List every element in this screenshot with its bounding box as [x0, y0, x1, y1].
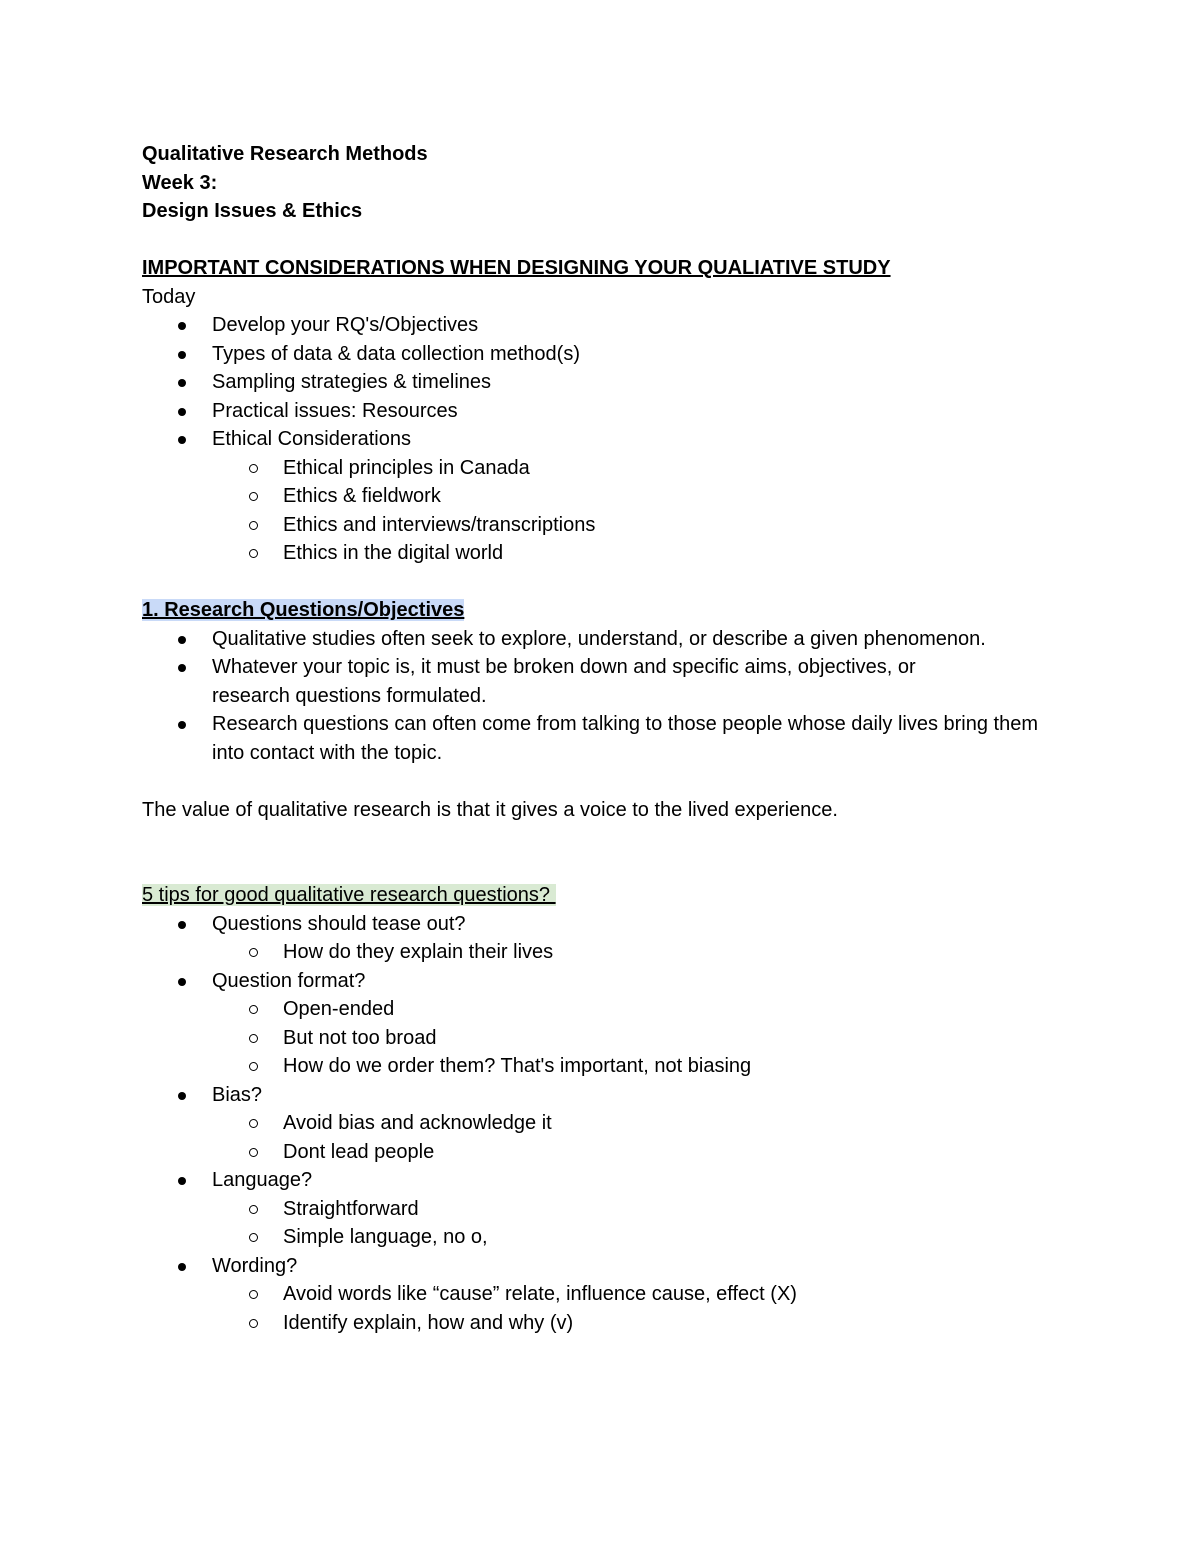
list-item: Sampling strategies & timelines [142, 368, 1102, 397]
tips-sublist [142, 938, 1102, 967]
list-item: Whatever your topic is, it must be broken down and specific aims, objectives, or research questions formulated. [142, 653, 992, 710]
hollow-bullet-icon [249, 492, 258, 501]
sub-list-item: Identify explain, how and why (v) [142, 1309, 1102, 1338]
hollow-bullet-icon [249, 1319, 258, 1328]
bullet-icon [178, 1177, 186, 1185]
bullet-icon [178, 436, 186, 444]
tips-list [142, 1252, 1102, 1281]
today-label: Today [142, 285, 196, 308]
list-item: Types of data & data collection method(s) [142, 340, 1102, 369]
list-item: Bias? [142, 1081, 1102, 1110]
tips-sublist [142, 995, 1102, 1081]
bullet-icon [178, 1092, 186, 1100]
hollow-bullet-icon [249, 549, 258, 558]
tips-list [142, 1081, 1102, 1110]
tips-list [142, 910, 1102, 939]
tips-sublist [142, 1280, 1102, 1337]
ethics-sublist [142, 454, 1102, 568]
sub-list-item: Simple language, no o, [142, 1223, 1102, 1252]
sub-list-item: Ethics in the digital world [142, 539, 1102, 568]
sub-list-item: Avoid words like “cause” relate, influence cause, effect (X) [142, 1280, 1102, 1309]
sub-list-item: Dont lead people [142, 1138, 1102, 1167]
bullet-icon [178, 379, 186, 387]
list-item: Practical issues: Resources [142, 397, 1102, 426]
list-item: Research questions can often come from talking to those people whose daily lives bring them into contact with the topic. [142, 710, 1062, 767]
hollow-bullet-icon [249, 1148, 258, 1157]
considerations-heading: IMPORTANT CONSIDERATIONS WHEN DESIGNING YOUR QUALIATIVE STUDY [142, 257, 891, 279]
hollow-bullet-icon [249, 1205, 258, 1214]
list-item: Develop your RQ's/Objectives [142, 311, 1102, 340]
section1-heading: 1. Research Questions/Objectives [142, 599, 465, 621]
considerations-list [142, 311, 1102, 454]
bullet-icon [178, 351, 186, 359]
bullet-icon [178, 408, 186, 416]
hollow-bullet-icon [249, 1062, 258, 1071]
sub-list-item: Avoid bias and acknowledge it [142, 1109, 1102, 1138]
sub-list-item: But not too broad [142, 1024, 1102, 1053]
hollow-bullet-icon [249, 948, 258, 957]
course-title: Qualitative Research Methods [142, 143, 428, 165]
hollow-bullet-icon [249, 1034, 258, 1043]
hollow-bullet-icon [249, 1290, 258, 1299]
bullet-icon [178, 921, 186, 929]
list-item: Ethical Considerations [142, 425, 1102, 454]
tips-heading: 5 tips for good qualitative research questions? [142, 884, 556, 906]
bullet-icon [178, 322, 186, 330]
list-item: Questions should tease out? [142, 910, 1102, 939]
sub-list-item: Open-ended [142, 995, 1102, 1024]
bullet-icon [178, 721, 186, 729]
tips-list [142, 1166, 1102, 1195]
bullet-icon [178, 636, 186, 644]
value-statement: The value of qualitative research is that it gives a voice to the lived experience. [142, 798, 838, 821]
bullet-icon [178, 664, 186, 672]
tips-sublist [142, 1109, 1102, 1166]
sub-list-item: Ethics and interviews/transcriptions [142, 511, 1102, 540]
week-label: Week 3: [142, 171, 218, 194]
tips-sublist [142, 1195, 1102, 1252]
hollow-bullet-icon [249, 1005, 258, 1014]
section1-list [142, 625, 1102, 768]
sub-list-item: Ethics & fieldwork [142, 482, 1102, 511]
list-item: Wording? [142, 1252, 1102, 1281]
sub-list-item: Straightforward [142, 1195, 1102, 1224]
bullet-icon [178, 1263, 186, 1271]
sub-list-item: How do we order them? That's important, not biasing [142, 1052, 1102, 1081]
hollow-bullet-icon [249, 464, 258, 473]
hollow-bullet-icon [249, 1119, 258, 1128]
tips-list [142, 967, 1102, 996]
document-page [142, 140, 1102, 1337]
bullet-icon [178, 978, 186, 986]
hollow-bullet-icon [249, 1233, 258, 1242]
list-item: Question format? [142, 967, 1102, 996]
list-item: Qualitative studies often seek to explore, understand, or describe a given phenomenon. [142, 625, 1102, 654]
sub-list-item: Ethical principles in Canada [142, 454, 1102, 483]
sub-list-item: How do they explain their lives [142, 938, 1102, 967]
hollow-bullet-icon [249, 521, 258, 530]
topic-title: Design Issues & Ethics [142, 200, 363, 222]
list-item: Language? [142, 1166, 1102, 1195]
